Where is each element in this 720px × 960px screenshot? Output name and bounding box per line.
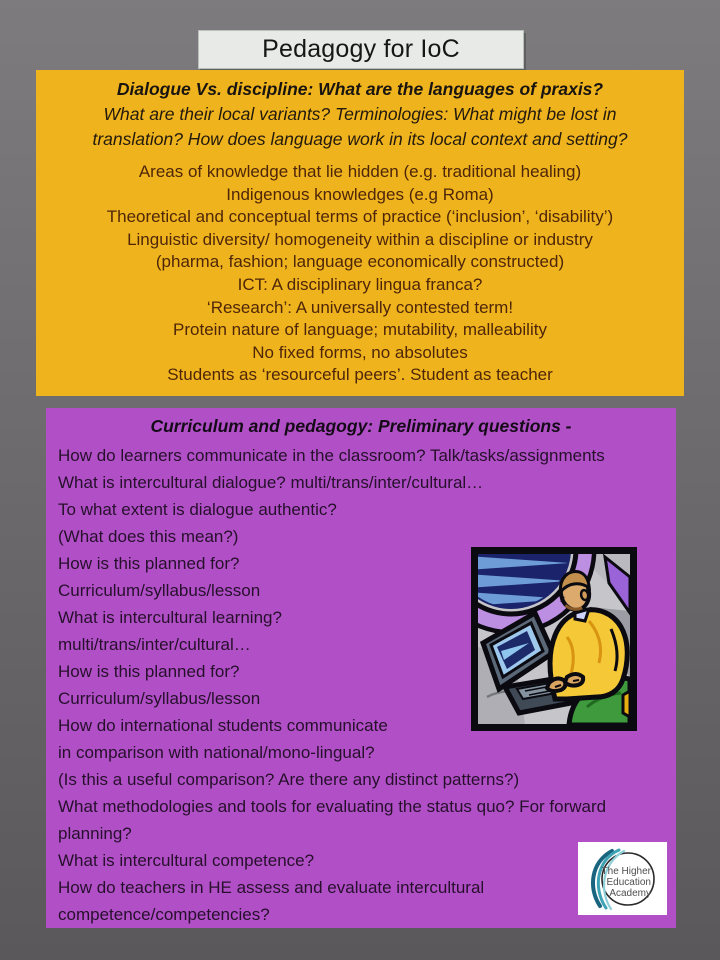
- person-typing-on-laptop-clipart: [471, 547, 637, 731]
- text-line: No fixed forms, no absolutes: [252, 342, 468, 362]
- text-line: Indigenous knowledges (e.g Roma): [226, 184, 494, 204]
- text-line: competence/competencies?: [58, 905, 270, 924]
- text-line: (What does this mean?): [58, 527, 239, 546]
- text-line: How is this planned for?: [58, 662, 240, 681]
- yellow-panel-subheading-line: What are their local variants? Terminologies: What might be lost in: [103, 104, 617, 124]
- text-line: To what extent is dialogue authentic?: [58, 500, 337, 519]
- text-line: Students as ‘resourceful peers’. Student as teacher: [167, 365, 553, 385]
- text-line: in comparison with national/mono-lingual?: [58, 743, 375, 762]
- higher-education-academy-logo: [578, 842, 667, 915]
- text-line: What is intercultural learning?: [58, 608, 282, 627]
- text-line: ICT: A disciplinary lingua franca?: [237, 274, 483, 294]
- text-line: Areas of knowledge that lie hidden (e.g. traditional healing): [138, 162, 582, 181]
- text-line: How do international students communicate: [58, 716, 388, 735]
- text-line: (pharma, fashion; language economically constructed): [155, 252, 565, 272]
- text-line: Curriculum/syllabus/lesson: [58, 689, 261, 708]
- text-line: Curriculum/syllabus/lesson: [58, 581, 261, 600]
- text-line: How do teachers in HE assess and evaluate intercultural: [58, 878, 485, 897]
- text-line: multi/trans/inter/cultural…: [58, 635, 251, 654]
- text-line: How do learners communicate in the classroom? Talk/tasks/assignments: [58, 446, 605, 465]
- purple-panel-heading: Curriculum and pedagogy: Preliminary questions -: [150, 416, 572, 436]
- text-line: What is intercultural dialogue? multi/trans/inter/cultural…: [58, 473, 484, 492]
- slide-title-box: [198, 30, 524, 69]
- yellow-panel-subheading-line: translation? How does language work in its local context and setting?: [92, 129, 628, 149]
- text-line: What is intercultural competence?: [58, 851, 315, 870]
- text-line: (Is this a useful comparison? Are there any distinct patterns?): [58, 770, 520, 789]
- languages-of-praxis-panel: [36, 70, 684, 396]
- text-line: Protein nature of language; mutability, malleability: [173, 320, 547, 340]
- yellow-panel-heading: Dialogue Vs. discipline: What are the languages of praxis?: [116, 79, 604, 99]
- text-line: ‘Research’: A universally contested term!: [206, 297, 514, 317]
- logo-text-line: Academy: [609, 888, 651, 899]
- text-line: Theoretical and conceptual terms of practice (‘inclusion’, ‘disability’): [106, 207, 614, 227]
- logo-text-line: The Higher: [601, 866, 651, 877]
- text-line: What methodologies and tools for evaluating the status quo? For forward: [58, 797, 607, 816]
- text-line: planning?: [58, 824, 132, 843]
- yellow-panel-body: [36, 161, 684, 387]
- slide-title: Pedagogy for IoC: [262, 35, 460, 63]
- text-line: Linguistic diversity/ homogeneity within a discipline or industry: [127, 229, 593, 249]
- text-line: How is this planned for?: [58, 554, 240, 573]
- logo-text-line: Education: [606, 877, 651, 888]
